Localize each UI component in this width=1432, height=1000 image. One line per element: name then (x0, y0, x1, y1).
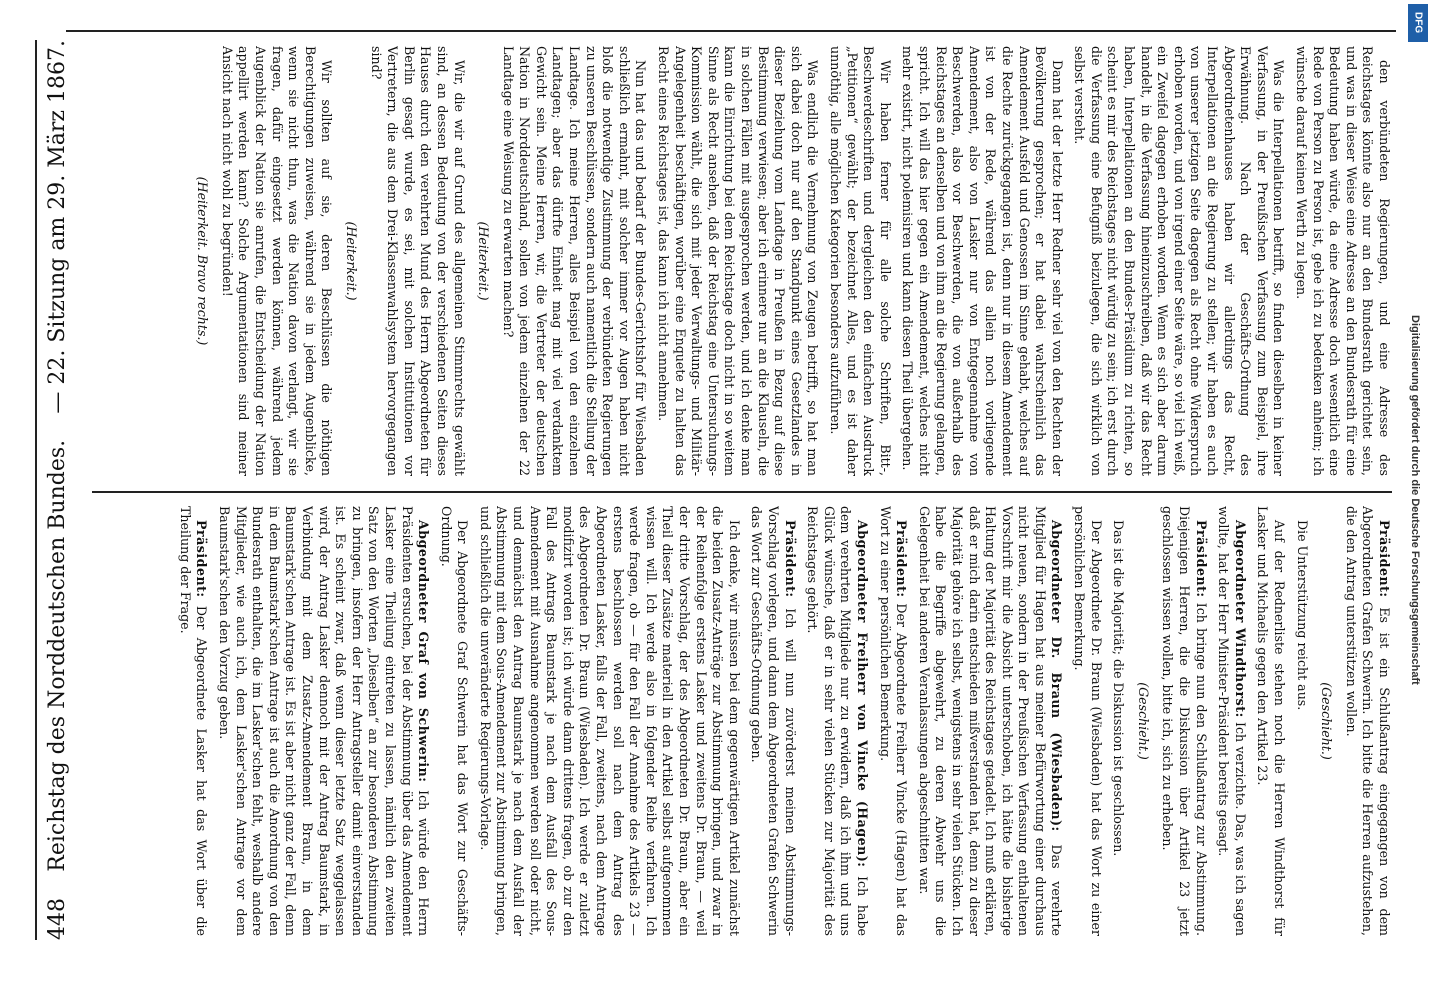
text-paragraph: Die Unterstützung reicht aus. (1294, 520, 1310, 711)
text-paragraph: Wir, die wir auf Grund des allgemeinen Stimmrechts gewählt sind, an dessen Bedeutung von der verschiedenen Seiten dieses Hauses durch den verehrten Mund des Herrn Abgeordneten für Berlin gesagt wurde, es sei, mit solchen Institutionen vor Vertretern, die aus dem Drei-Klassenwahlsystem hervorgegangen sind? (368, 46, 467, 476)
text-column-right (92, 506, 1392, 936)
speech-text: Ich würde den Herrn Präsidenten ersuchen, bei der Abstimmung über das Amendement Lasker eine Theilung eintreten zu lassen, nämlich den zweiten Satz von den Worten „Dieselben“ an zur besonderen Abstimmung zu bringen, insofern der Herr Antragsteller damit einverstanden ist. Es scheint zwar, daß wenn dieser letzte Satz weggelassen wird, der Antrag Lasker dennoch mit der Antrag Baumstark, in Verbindung mit dem Zusatz-Amendement Braun, in dem Baumstark'schen Antrage ist. Es ist aber nicht ganz der Fall, denn in dem Baumstark'schen Antrage ist auch die Anordnung von den Bundesrath enthalten, die im Lasker'schen fehlt, weshalb andere Mitglieder, wie auch ich, dem Lasker'schen Antrage vor dem Baumstark'schen den Vorzug geben. (217, 506, 432, 936)
speaker-name: Abgeordneter Graf von Schwerin: (416, 520, 432, 783)
speech-paragraph (1215, 506, 1248, 936)
text-paragraph: Der Abgeordnete Graf Schwerin hat das Wort zur Geschäfts-Ordnung. (438, 506, 471, 936)
text-paragraph: Auf der Rednerliste stehen noch die Herren Windthorst für Lasker und Michaelis gegen den Artikel 23. (1255, 506, 1288, 936)
speaker-name: Präsident: (1193, 520, 1209, 598)
speech-paragraph (1159, 506, 1209, 936)
speaker-name: Abgeordneter Dr. Braun (Wiesbaden): (1049, 520, 1065, 832)
text-paragraph: Dann hat der letzte Herr Redner sehr viel von den Rechten der Bevölkerung gesprochen; er hat dabei wahrscheinlich das Amendement Ausfeld und Genossen im Sinne gehabt, welches auf die Rechte zurückgegangen ist, denn nur in diesem Amendement ist von der Rede, während das allein noch vorliegende Amendement, also von Lasker nur von Entgegennahme von Beschwerden, also vor Beschwerden, die von außerhalb des Reichstages an denselben und von ihm an die Regierung gelangen, spricht. Ich will das hier gegen ein Amendement, welches nicht mehr existirt, nicht polemisiren und kann diesen Theil übergehen. (900, 46, 1065, 476)
speech-paragraph (804, 506, 870, 936)
speech-paragraph (1342, 506, 1392, 936)
stage-remark: (Heiterkeit.) (476, 221, 492, 301)
page-header (35, 40, 77, 940)
speech-text: Ich will nun zuvörderst meinen Abstimmungs-Vorschlag vorlegen, und dann dem Abgeordneten Grafen Schwerin das Wort zur Geschäfts-Ordnung geben. (749, 506, 798, 936)
speech-text: Der Abgeordnete Freiherr Vincke (Hagen) hat das Wort zu einer persönlichen Bemerkung. (877, 506, 910, 936)
speaker-name: Abgeordneter Freiherr von Vincke (Hagen): (854, 520, 870, 868)
speech-paragraph (876, 506, 909, 936)
text-column-left (92, 46, 1392, 476)
speaker-name: Präsident: (1377, 520, 1392, 598)
text-paragraph: Ich denke, wir müssen bei dem gegenwärtigen Artikel zunächst die beiden Zusatz-Anträge zur Abstimmung bringen, und zwar in der Reihenfolge erstens Lasker und zweitens Dr. Braun, — weil der dritte Vorschlag, der des Abgeordneten Dr. Braun, aber ein Theil dieser Zusätze materiell in den Artikel selbst aufgenommen wissen will. Ich werde also in folgender Reihe verfahren. Ich werde fragen, ob — für den Fall der Annahme des Artikels 23 — erstens beschlossen werden soll nach dem Antrag des Abgeordneten Lasker, falls der Fall, zweitens, nach dem Antrage des Abgeordneten Dr. Braun (Wiesbaden). Ich werde er zuletzt modifizirt worden ist; ich würde dann drittens fragen, ob zur den Fall des Antrags Baumstark je nach dem Ausfall des Sous-Amendement mit Ausnahme angenommen werden soll oder nicht, und demnächst den Antrag Baumstark je nach dem Ausfall der Abstimmung mit dem Sous-Amendement zur Abstimmung bringen, und schließlich die unveränderte Regierungs-Vorlage. (477, 506, 742, 936)
text-paragraph: Wir haben ferner für alle solche Schriften, Bitt-, Beschwerdeschriften und dergleichen den einfachen Ausdruck „Petitionen“ gewählt; der bezeichnet Alles, und es ist daher unnöthig, alle möglichen Kategorien besonders aufzuführen. (828, 46, 893, 476)
speaker-name: Abgeordneter Windthorst: (1232, 520, 1248, 718)
page-body (92, 46, 1392, 946)
speech-text: Ich bringe nun den Schlußantrag zur Abstimmung. Diejenigen Herren, die die Diskussion über Artikel 23 jetzt geschlossen wissen wollen, bitte ich, sich zu erheben. (1160, 506, 1209, 936)
text-paragraph: Der Abgeordnete Dr. Braun (Wiesbaden) hat das Wort zu einer persönlichen Bemerkung. (1072, 506, 1104, 936)
text-paragraph: Was die Interpellationen betrifft, so finden dieselben in keiner Verfassung, in der Preußischen Verfassung zum Beispiel, ihre Erwähnung. Nach der Geschäfts-Ordnung des Abgeordnetenhauses haben wir allerdings das Recht, Interpellationen an die Regierung zu stellen; wir haben es auch von unserer jetzigen Seite dagegen als Recht ohne Widerspruch erhoben worden, und von irgend einer Seite wäre, so viel ich weiß, ein Zweifel dagegen erhoben worden. Wenn es sich aber darum handelt, in die Verfassung hineinzuschreiben, daß wir das Recht haben, Interpellationen an den Bundes-Präsidium zu richten, so scheint es mir des Reichstages nicht würdig zu sein; ich erst durch die Verfassung eine Befugniß beizulegen, die sich wirklich von selbst versteht. (1072, 46, 1287, 476)
session-line: — 22. Sitzung am 29. März 1867. (44, 40, 70, 414)
page-title: Reichstag des Norddeutschen Bundes. (44, 439, 70, 872)
text-paragraph: den verbündeten Regierungen, und eine Adresse des Reichstages könnte also nur an den Bundesrath gerichtet sein, und was in dieser Weise eine Adresse an den Bundesrath für eine Bedeutung haben würde, da eine Adresse doch wesentlich eine Rede von Person zu Person ist, gebe ich zu bedenken anheim; ich wünsche darauf keinen Werth zu legen. (1294, 46, 1392, 476)
page-number: 448 (44, 898, 70, 940)
speaker-name: Präsident: (782, 520, 798, 598)
speech-text: Der Abgeordnete Lasker hat das Wort über die Theilung der Frage. (177, 506, 210, 936)
speech-paragraph (215, 506, 431, 936)
text-paragraph: Wir sollten auf sie, deren Beschlüssen die nöthigen Berechtigungen zuweisen, während sie in jedem Augenblicke, wenn sie nicht thun, was die Nation davon verlangt, wir sie fragen, dafür eingesetzt werden können, während jedem Augenblick der Nation sie anrufen, die Entscheidung der Nation appellirt werden kann? Solche Argumentationen sind meiner Ansicht nach nicht wohl zu begründen! (219, 46, 335, 476)
speaker-name: Präsident: (894, 520, 910, 598)
speaker-name: Präsident: (194, 520, 210, 598)
speech-text: Das verehrte Mitglied für Hagen hat aus meiner Befürwortung einer durchaus nicht neuen, sondern in der Preußischen Verfassung enthaltenen Vorschrift mir die Absicht unterschoben, ich hätte die bisherige Haltung der Majorität des Reichstages getadelt. Ich muß erklären, daß er mich darin entschieden mißverstanden hat, denn zu dieser Majorität gehöre ich selbst, wenigstens in sehr vielen Stücken. Ich habe die Begriffe abgewehrt, zu deren Abwehr uns die Gelegenheit bei anderen Veranlassungen abgeschnitten war. (916, 506, 1065, 936)
stage-remark: (Heiterkeit.) (343, 221, 359, 301)
text-paragraph: Was endlich die Vernehmung von Zeugen betrifft, so hat man sich dabei doch nur auf den Standpunkt eines Gesetzlandes in dieser Beziehung vom Landtage in Preußen in Bezug auf diese Bestimmung verwiesen; aber ich erinnere nur an die Klauseln, die in solchen Fällen mit ausgesprochen werden, und ich denke man kann die Einrichtung bei dem Reichstage doch nicht in so weitem Sinne als Recht ansehen, daß der Reichstag eine Untersuchungs-Kommission wählt, die sich mit jeder Verwaltungs- und Militär-Angelegenheit beschäftigen, worüber eine Enquete zu halten das Recht eines Reichstages ist, das kann ich nicht annehmen. (656, 46, 821, 476)
speech-text: Es ist ein Schlußantrag eingegangen von dem Abgeordneten Grafen Schwerin. Ich bitte die Herren aufzustehen, die den Antrag unterstützen wollen. (1343, 506, 1392, 936)
credit-strip (1404, 0, 1426, 1000)
stage-remark: (Geschieht.) (1319, 682, 1335, 760)
speech-text: Ich verzichte. Das, was ich sagen wollte, hat der Herr Minister-Präsident bereits gesagt. (1216, 506, 1248, 936)
speech-paragraph (176, 506, 209, 936)
speech-text: Ich habe dem verehrten Mitgliede nur zu erwidern, daß ich ihm und uns Glück wünsche, daß er in sehr vielen Stücken zur Majorität des Reichstages gehört. (805, 506, 870, 936)
text-paragraph: Das ist die Majorität; die Diskussion ist geschlossen. (1111, 520, 1127, 857)
credit-text: Digitalisierung gefördert durch die Deutsche Forschungsgemeinschaft (1409, 315, 1421, 685)
dfg-logo: DFG (1408, 4, 1428, 42)
speech-paragraph (915, 506, 1064, 936)
speech-paragraph (748, 506, 798, 936)
column-divider (92, 491, 1392, 493)
stage-remark: (Heiterkeit. Bravo rechts.) (195, 176, 211, 346)
text-paragraph: Nun hat das und bedarf der Bundes-Gerichtshof für Wiesbaden schließlich ermahnt, mit solcher immer vor Augen haben nicht bloß die notwendige Zustimmung der verbündeten Regierungen zu unseren Beschlüssen, sondern auch namentlich die Stellung der Landtage. Ich meine Herren, alles Beispiel von den einzelnen Landtagen; aber das dürfte Einheit mag mit viel verdanktem Gewicht sein. Meine Herren, wir, die Vertreter der deutschen Nation in Norddeutschland, sollen von jedem einzelnen der 22 Landtage eine Weisung zu erwarten machen? (500, 46, 649, 476)
stage-remark: (Geschieht.) (1135, 682, 1151, 760)
